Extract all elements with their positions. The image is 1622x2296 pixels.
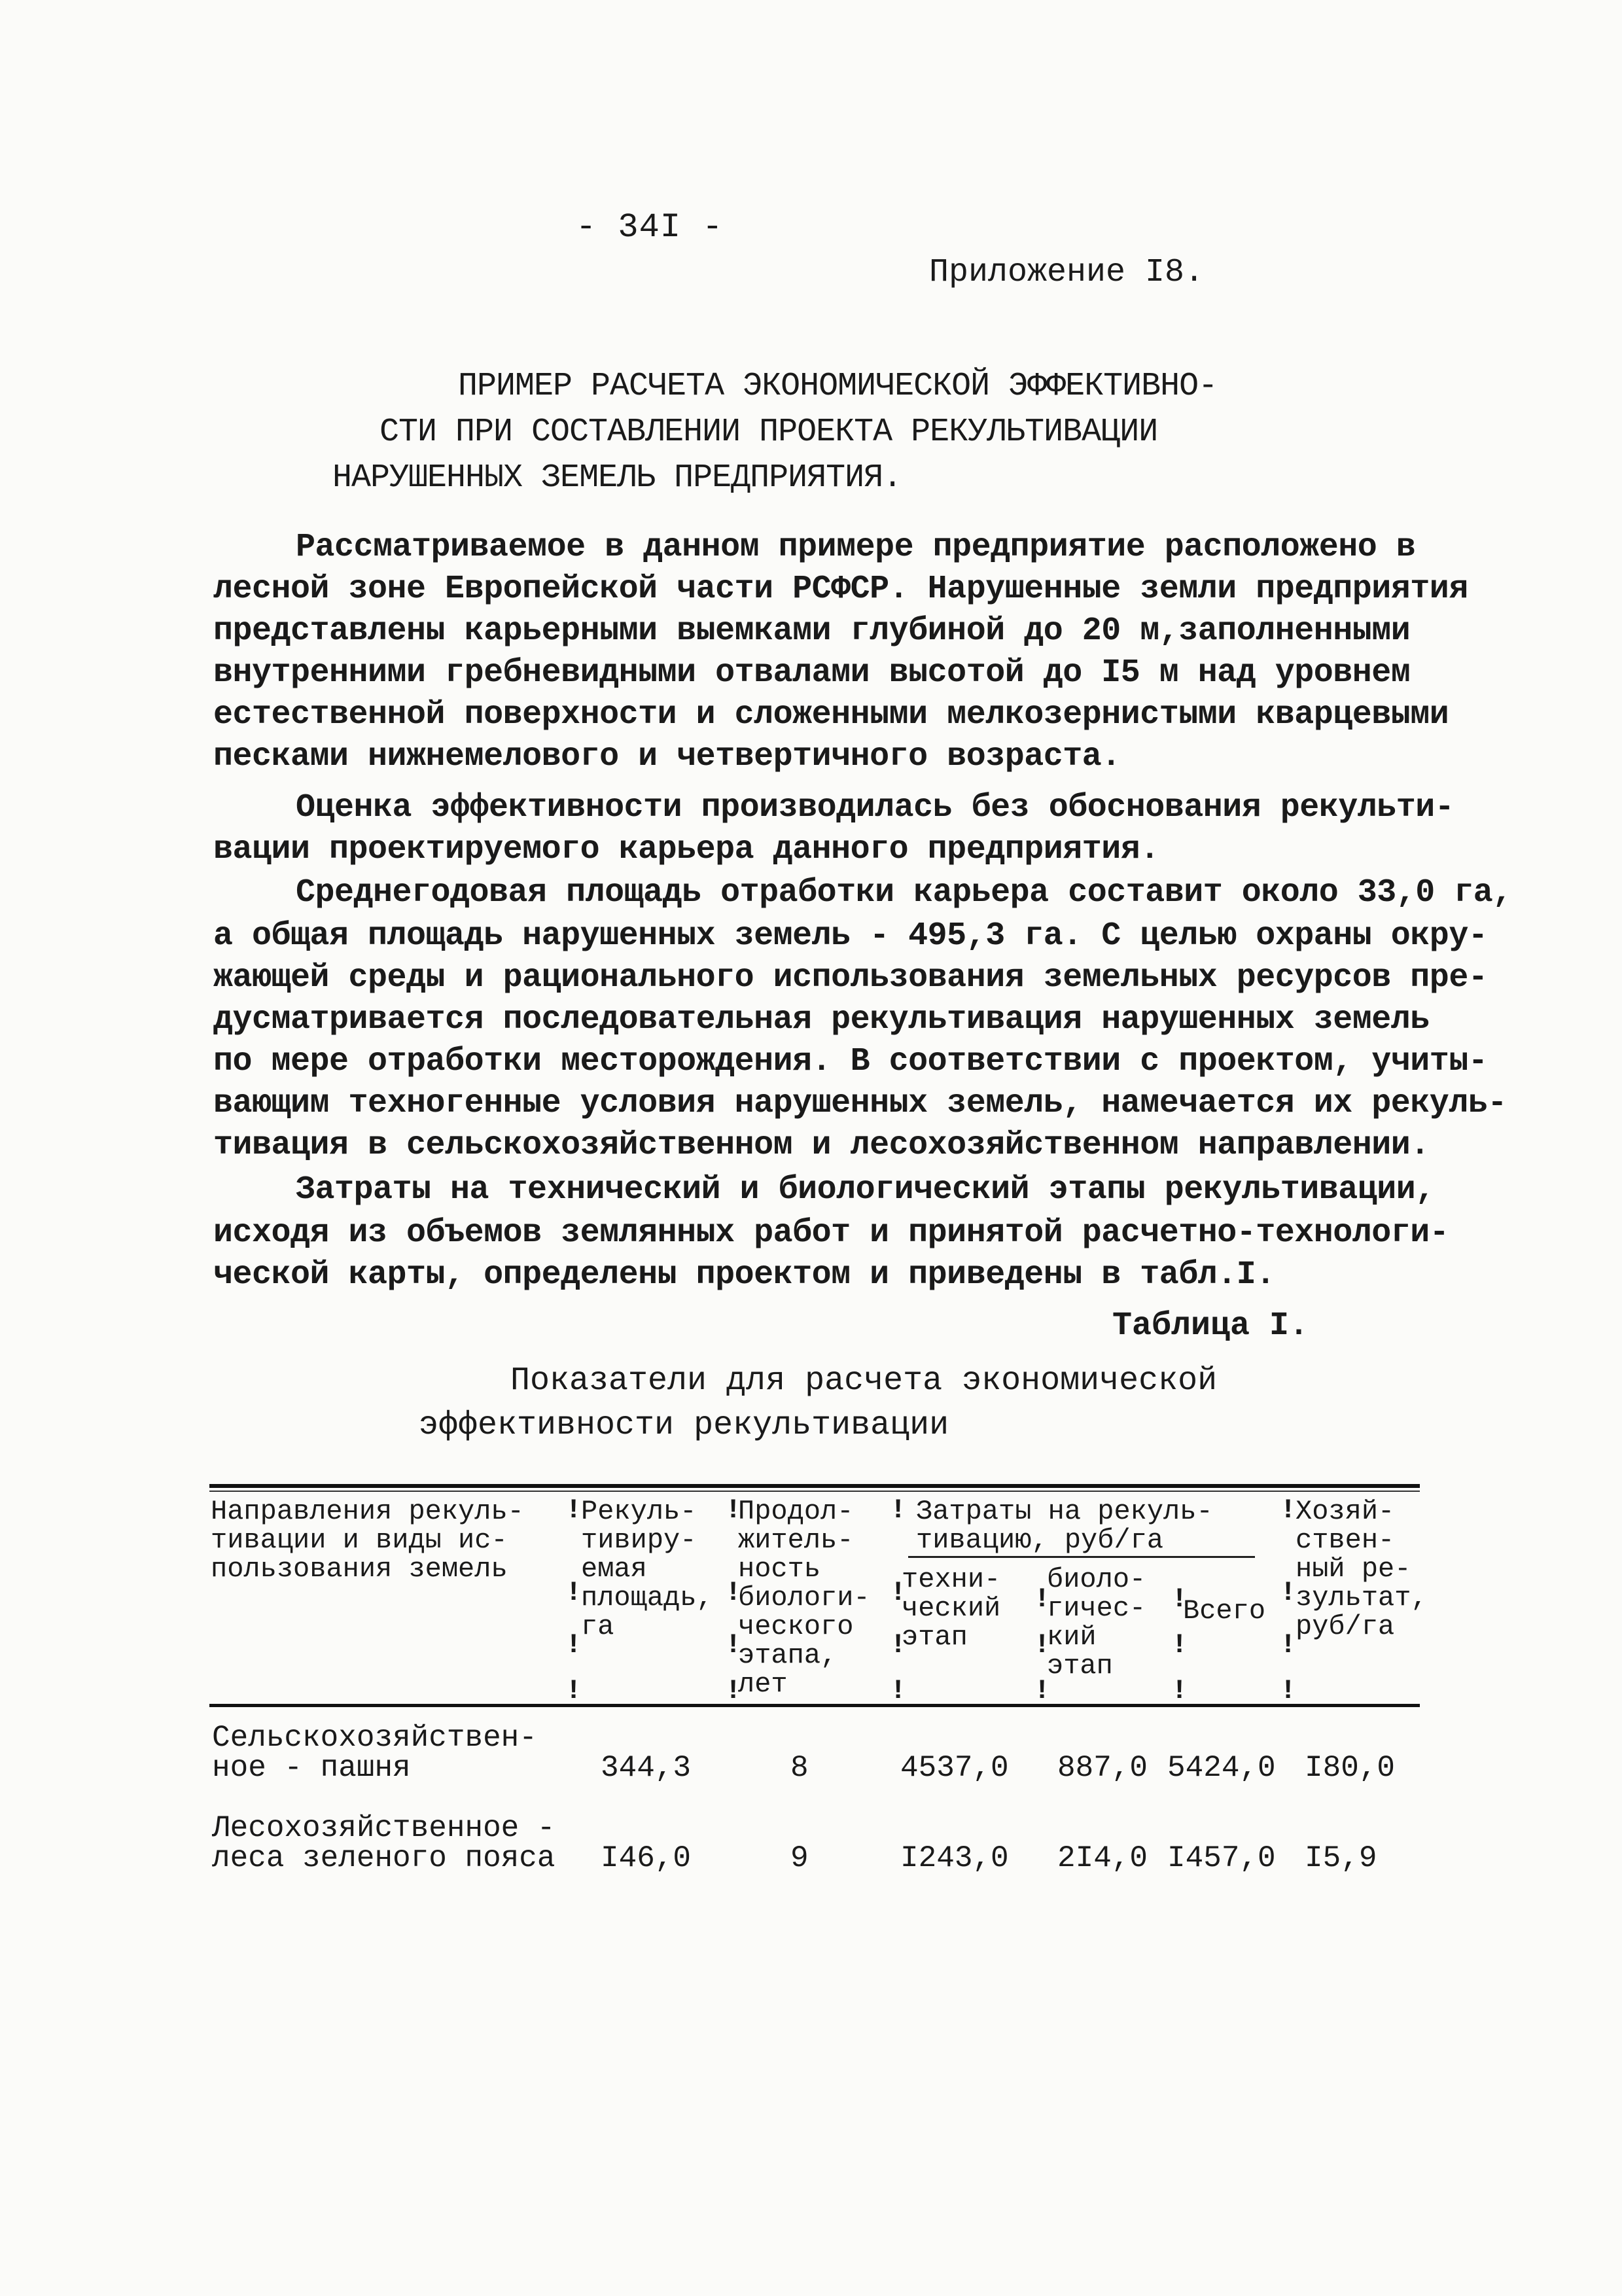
- body-line: тивация в сельскохозяйственном и лесохозяйственном направлении.: [213, 1127, 1430, 1164]
- separator-mark: !: [890, 1577, 907, 1608]
- title-line: НАРУШЕННЫХ ЗЕМЕЛЬ ПРЕДПРИЯТИЯ.: [332, 459, 902, 497]
- cell-duration: 9: [790, 1841, 809, 1875]
- separator-mark: !: [890, 1629, 907, 1661]
- body-line: Оценка эффективности производилась без обоснования рекульти-: [296, 789, 1455, 826]
- body-line: Рассматриваемое в данном примере предприятие расположено в: [296, 529, 1416, 566]
- separator-mark: !: [1280, 1675, 1297, 1706]
- separator-mark: !: [725, 1629, 742, 1661]
- caption-line: Показатели для расчета экономической: [510, 1362, 1218, 1400]
- cell-duration: 8: [790, 1751, 809, 1785]
- body-line: лесной зоне Европейской части РСФСР. Нарушенные земли предприятия: [213, 571, 1468, 608]
- cell-technical: I243,0: [900, 1841, 1009, 1875]
- row-name: леса зеленого пояса: [212, 1841, 555, 1875]
- separator-mark: !: [725, 1675, 742, 1706]
- header-technical: техни- ческий этап: [902, 1564, 1001, 1653]
- header-area: Рекуль- тивиру- емая площадь, га: [581, 1496, 713, 1642]
- cell-area: I46,0: [601, 1841, 692, 1875]
- row-name: ное - пашня: [212, 1751, 411, 1785]
- header-cost-subrule: [908, 1556, 1255, 1558]
- separator-mark: !: [1171, 1583, 1188, 1615]
- header-result: Хозяй- ствен- ный ре- зультат, руб/га: [1296, 1496, 1428, 1642]
- body-line: Затраты на технический и биологический этапы рекультивации,: [296, 1171, 1435, 1209]
- body-line: вающим техногенные условия нарушенных земель, намечается их рекуль-: [213, 1085, 1507, 1122]
- separator-mark: !: [565, 1577, 582, 1608]
- cell-total: 5424,0: [1167, 1751, 1276, 1785]
- cell-biological: 2I4,0: [1057, 1841, 1148, 1875]
- separator-mark: !: [565, 1629, 582, 1661]
- table-top-rule-thin: [209, 1491, 1420, 1492]
- body-line: Среднегодовая площадь отработки карьера составит около 33,0 га,: [296, 874, 1512, 911]
- separator-mark: !: [1034, 1583, 1051, 1615]
- header-duration: Продол- житель- ность биологи- ческого этапа, лет: [738, 1496, 870, 1700]
- separator-mark: !: [890, 1494, 907, 1526]
- body-line: песками нижнемелового и четвертичного возраста.: [213, 738, 1121, 775]
- header-land-use: Направления рекуль- тивации и виды ис- пользования земель: [211, 1496, 524, 1585]
- separator-mark: !: [1280, 1494, 1297, 1526]
- separator-mark: !: [1034, 1629, 1051, 1661]
- body-line: исходя из объемов землянных работ и принятой расчетно-технологи-: [213, 1214, 1449, 1252]
- row-name: Лесохозяйственное -: [212, 1811, 555, 1845]
- cell-result: I5,9: [1305, 1841, 1377, 1875]
- header-total: Всего: [1183, 1595, 1266, 1627]
- separator-mark: !: [1280, 1629, 1297, 1661]
- table-top-rule: [209, 1484, 1420, 1488]
- cell-biological: 887,0: [1057, 1751, 1148, 1785]
- separator-mark: !: [725, 1577, 742, 1608]
- separator-mark: !: [1171, 1629, 1188, 1661]
- separator-mark: !: [565, 1675, 582, 1706]
- body-line: ческой карты, определены проектом и приведены в табл.I.: [213, 1256, 1275, 1294]
- page-number: - 34I -: [576, 208, 724, 247]
- cell-area: 344,3: [601, 1751, 692, 1785]
- body-line: представлены карьерными выемками глубиной до 20 м,заполненными: [213, 612, 1411, 650]
- cell-result: I80,0: [1305, 1751, 1396, 1785]
- separator-mark: !: [1171, 1675, 1188, 1706]
- body-line: а общая площадь нарушенных земель - 495,3 га. С целью охраны окру-: [213, 917, 1488, 955]
- body-line: дусматривается последовательная рекультивация нарушенных земель: [213, 1001, 1430, 1038]
- header-biological: биоло- гичес- кий этап: [1047, 1564, 1146, 1682]
- body-line: вации проектируемого карьера данного предприятия.: [213, 831, 1159, 868]
- cell-technical: 4537,0: [900, 1751, 1009, 1785]
- separator-mark: !: [1280, 1577, 1297, 1608]
- separator-mark: !: [1034, 1675, 1051, 1706]
- body-line: естественной поверхности и сложенными мелкозернистыми кварцевыми: [213, 696, 1449, 733]
- caption-line: эффективности рекультивации: [419, 1407, 949, 1444]
- cell-total: I457,0: [1167, 1841, 1276, 1875]
- appendix-label: Приложение I8.: [929, 254, 1205, 291]
- body-line: по мере отработки месторождения. В соответствии с проектом, учиты-: [213, 1043, 1488, 1080]
- header-cost-group: Затраты на рекуль- тивацию, руб/га: [916, 1496, 1213, 1556]
- title-line: ПРИМЕР РАСЧЕТА ЭКОНОМИЧЕСКОЙ ЭФФЕКТИВНО-: [458, 368, 1218, 405]
- table-header-bottom-rule: [209, 1704, 1420, 1707]
- row-name: Сельскохозяйствен-: [212, 1721, 537, 1755]
- body-line: внутренними гребневидными отвалами высотой до I5 м над уровнем: [213, 654, 1411, 692]
- separator-mark: !: [890, 1675, 907, 1706]
- table-label: Таблица I.: [1112, 1307, 1309, 1345]
- separator-mark: !: [565, 1494, 582, 1526]
- body-line: жающей среды и рационального использования земельных ресурсов пре-: [213, 959, 1488, 997]
- separator-mark: !: [725, 1494, 742, 1526]
- title-line: СТИ ПРИ СОСТАВЛЕНИИ ПРОЕКТА РЕКУЛЬТИВАЦИИ: [379, 414, 1158, 451]
